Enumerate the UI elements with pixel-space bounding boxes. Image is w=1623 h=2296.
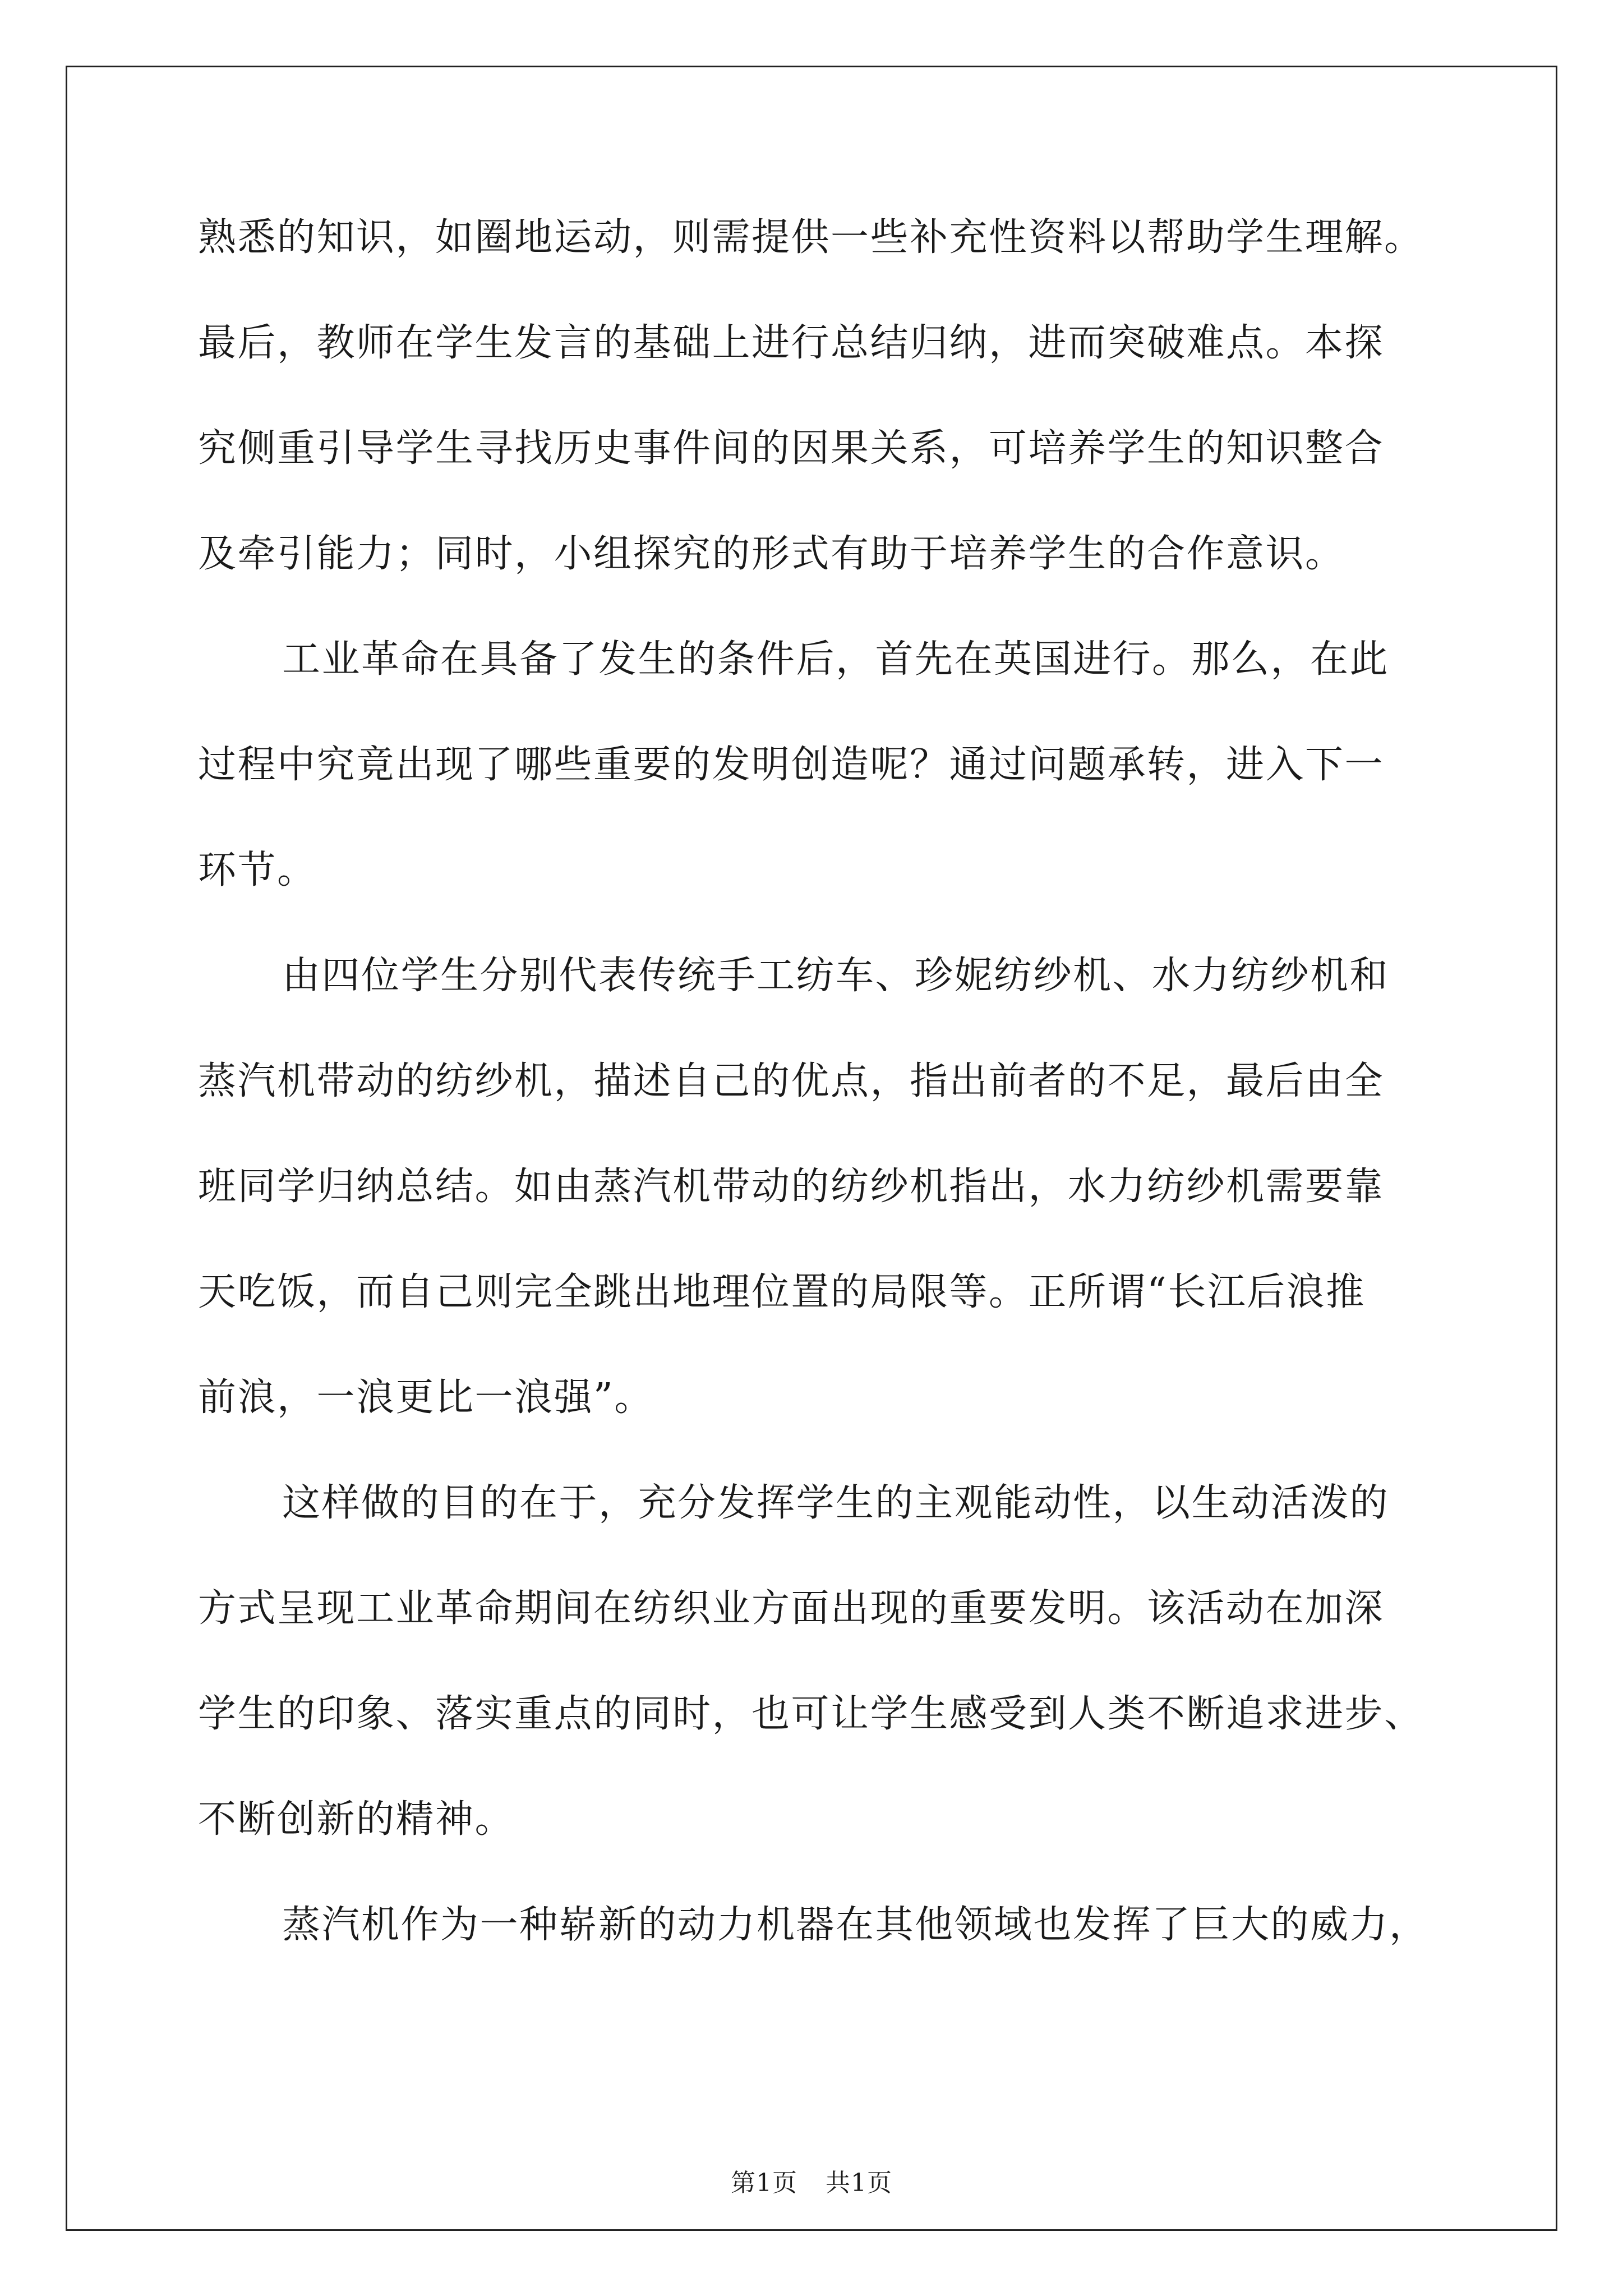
paragraph-start: 由四位学生分别代表传统手工纺车、珍妮纺纱机、水力纺纱机和 bbox=[282, 954, 1390, 998]
text-line: 前浪，一浪更比一浪强”。 bbox=[198, 1375, 654, 1420]
text-line: 环节。 bbox=[198, 848, 317, 892]
text-line: 及牵引能力；同时，小组探究的形式有助于培养学生的合作意识。 bbox=[198, 532, 1345, 576]
page-number: 第1页 bbox=[731, 2169, 797, 2197]
text-line: 班同学归纳总结。如由蒸汽机带动的纺纱机指出，水力纺纱机需要靠 bbox=[198, 1165, 1385, 1209]
text-line: 方式呈现工业革命期间在纺织业方面出现的重要发明。该活动在加深 bbox=[198, 1586, 1385, 1631]
text-line: 天吃饭，而自己则完全跳出地理位置的局限等。正所谓“长江后浪推 bbox=[198, 1270, 1366, 1314]
paragraph-start: 工业革命在具备了发生的条件后，首先在英国进行。那么，在此 bbox=[282, 637, 1390, 682]
page-footer bbox=[0, 2166, 1623, 2200]
text-line: 学生的印象、落实重点的同时，也可让学生感受到人类不断追求进步、 bbox=[198, 1692, 1424, 1736]
text-line: 蒸汽机带动的纺纱机，描述自己的优点，指出前者的不足，最后由全 bbox=[198, 1059, 1385, 1103]
paragraph-start: 这样做的目的在于，充分发挥学生的主观能动性，以生动活泼的 bbox=[282, 1481, 1390, 1525]
paragraph-start: 蒸汽机作为一种崭新的动力机器在其他领域也发挥了巨大的威力， bbox=[282, 1903, 1429, 1947]
text-line: 究侧重引导学生寻找历史事件间的因果关系，可培养学生的知识整合 bbox=[198, 426, 1385, 471]
text-line: 过程中究竟出现了哪些重要的发明创造呢？通过问题承转，进入下一 bbox=[198, 743, 1385, 787]
page-total: 共1页 bbox=[826, 2169, 892, 2197]
text-line: 不断创新的精神。 bbox=[198, 1797, 515, 1842]
text-line: 最后，教师在学生发言的基础上进行总结归纳，进而突破难点。本探 bbox=[198, 321, 1385, 365]
text-line: 熟悉的知识，如圈地运动，则需提供一些补充性资料以帮助学生理解。 bbox=[198, 215, 1424, 260]
document-body bbox=[198, 185, 1432, 1978]
